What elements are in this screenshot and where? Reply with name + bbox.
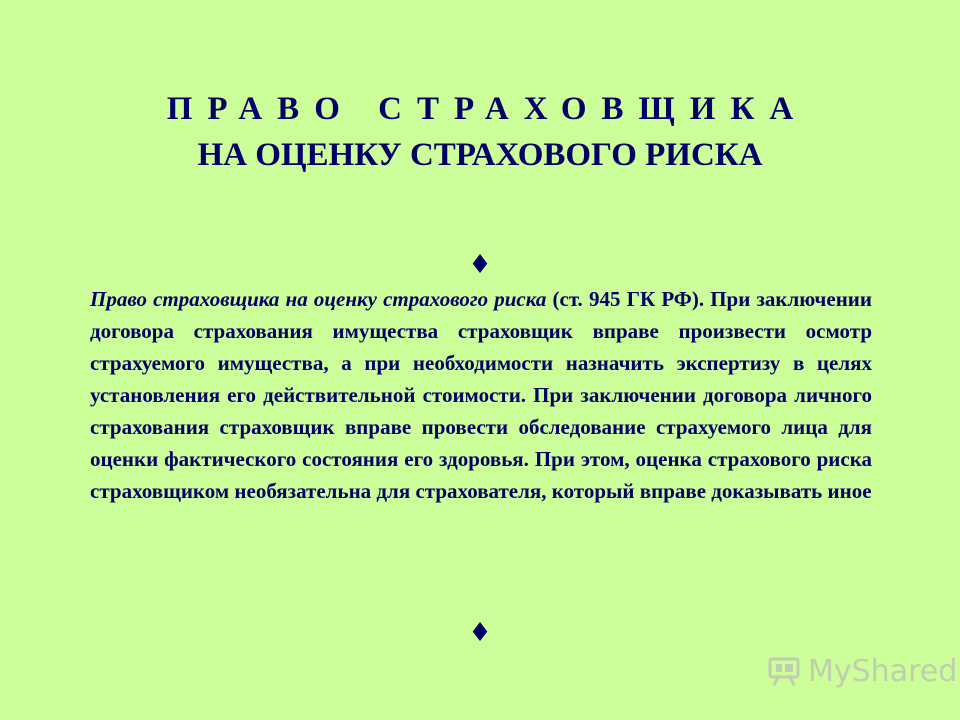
title-line-1: ПРАВО СТРАХОВЩИКА <box>166 91 809 127</box>
watermark-logo <box>768 651 957 691</box>
slide-title <box>0 86 960 178</box>
body-paragraph <box>90 283 872 507</box>
body-rest: (ст. 945 ГК РФ). При заключении договора страхования имущества страховщик вправе произвести осмотр страхуемого имущества, а при необходимости назначить экспертизу в целях установления его действительной стоимости. При заключении договора личного страхования страховщик вправе провести обследование страхуемого лица для оценки фактического состояния его здоровья. При этом, оценка страхового риска страховщиком необязательна для страхователя, который вправе доказывать иное <box>90 287 873 503</box>
diamond-bullet-icon: ♦ <box>468 250 492 280</box>
diamond-bullet-icon: ♦ <box>468 618 492 648</box>
body-lead-italic: Право страховщика на оценку страхового риска <box>90 287 547 311</box>
projector-icon <box>768 655 802 687</box>
title-line-2: НА ОЦЕНКУ СТРАХОВОГО РИСКА <box>197 137 763 173</box>
watermark-text: MyShared <box>808 653 958 689</box>
